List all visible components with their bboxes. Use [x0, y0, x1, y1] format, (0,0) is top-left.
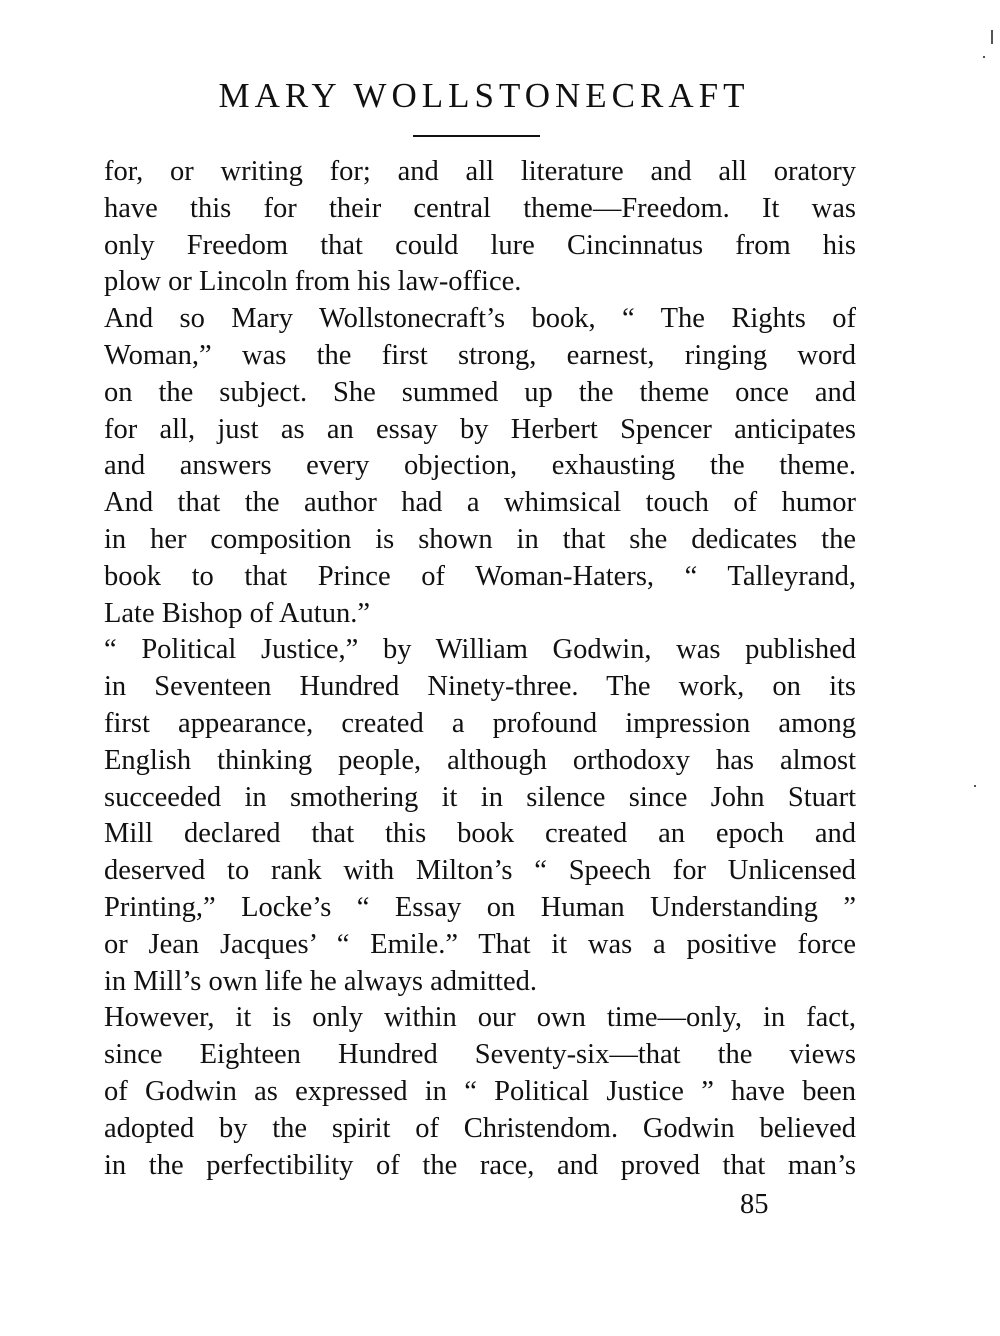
text-line: Mill declared that this book created an epoch and — [104, 818, 856, 850]
text-line: Printing,” Locke’s “ Essay on Human Understanding ” — [104, 891, 856, 923]
text-line: English thinking people, although orthodoxy has almost — [104, 744, 856, 776]
scan-speck — [974, 785, 976, 787]
text-line: book to that Prince of Woman-Haters, “ Talleyrand, — [104, 560, 856, 592]
text-line: deserved to rank with Milton’s “ Speech for Unlicensed — [104, 855, 856, 887]
scan-speck — [983, 56, 985, 58]
text-line: or Jean Jacques’ “ Emile.” That it was a positive force — [104, 928, 856, 960]
text-line: for, or writing for; and all literature and all oratory — [104, 156, 856, 187]
text-line: succeeded in smothering it in silence since John Stuart — [104, 781, 856, 813]
text-line: Late Bishop of Autun.” — [104, 597, 370, 629]
text-line: Woman,” was the first strong, earnest, ringing word — [104, 339, 856, 371]
text-line: and answers every objection, exhausting the theme. — [104, 450, 856, 482]
page-number: 85 — [740, 1189, 769, 1220]
body-text — [104, 154, 856, 1184]
text-line: since Eighteen Hundred Seventy-six—that the views — [104, 1039, 856, 1071]
text-line: However, it is only within our own time—only, in fact, — [104, 1002, 856, 1034]
text-line: in her composition is shown in that she dedicates the — [104, 523, 856, 555]
text-line: in the perfectibility of the race, and proved that man’s — [104, 1149, 856, 1181]
text-line: in Mill’s own life he always admitted. — [104, 965, 537, 997]
text-line: “ Political Justice,” by William Godwin, was published — [104, 634, 856, 666]
text-line: adopted by the spirit of Christendom. Godwin believed — [104, 1112, 856, 1144]
scan-speck — [991, 30, 993, 44]
text-line: of Godwin as expressed in “ Political Justice ” have been — [104, 1075, 856, 1107]
head-rule — [413, 135, 540, 137]
text-line: plow or Lincoln from his law-office. — [104, 266, 522, 298]
text-line: on the subject. She summed up the theme once and — [104, 376, 856, 408]
text-line: only Freedom that could lure Cincinnatus from his — [104, 229, 856, 261]
text-line: have this for their central theme—Freedom. It was — [104, 192, 856, 224]
running-head: MARY WOLLSTONECRAFT — [218, 76, 750, 115]
text-line: And that the author had a whimsical touch of humor — [104, 487, 856, 519]
text-line: for all, just as an essay by Herbert Spencer anticipates — [104, 413, 856, 445]
text-line: And so Mary Wollstonecraft’s book, “ The Rights of — [104, 303, 856, 335]
text-line: in Seventeen Hundred Ninety-three. The work, on its — [104, 671, 856, 703]
text-line: first appearance, created a profound impression among — [104, 707, 856, 739]
